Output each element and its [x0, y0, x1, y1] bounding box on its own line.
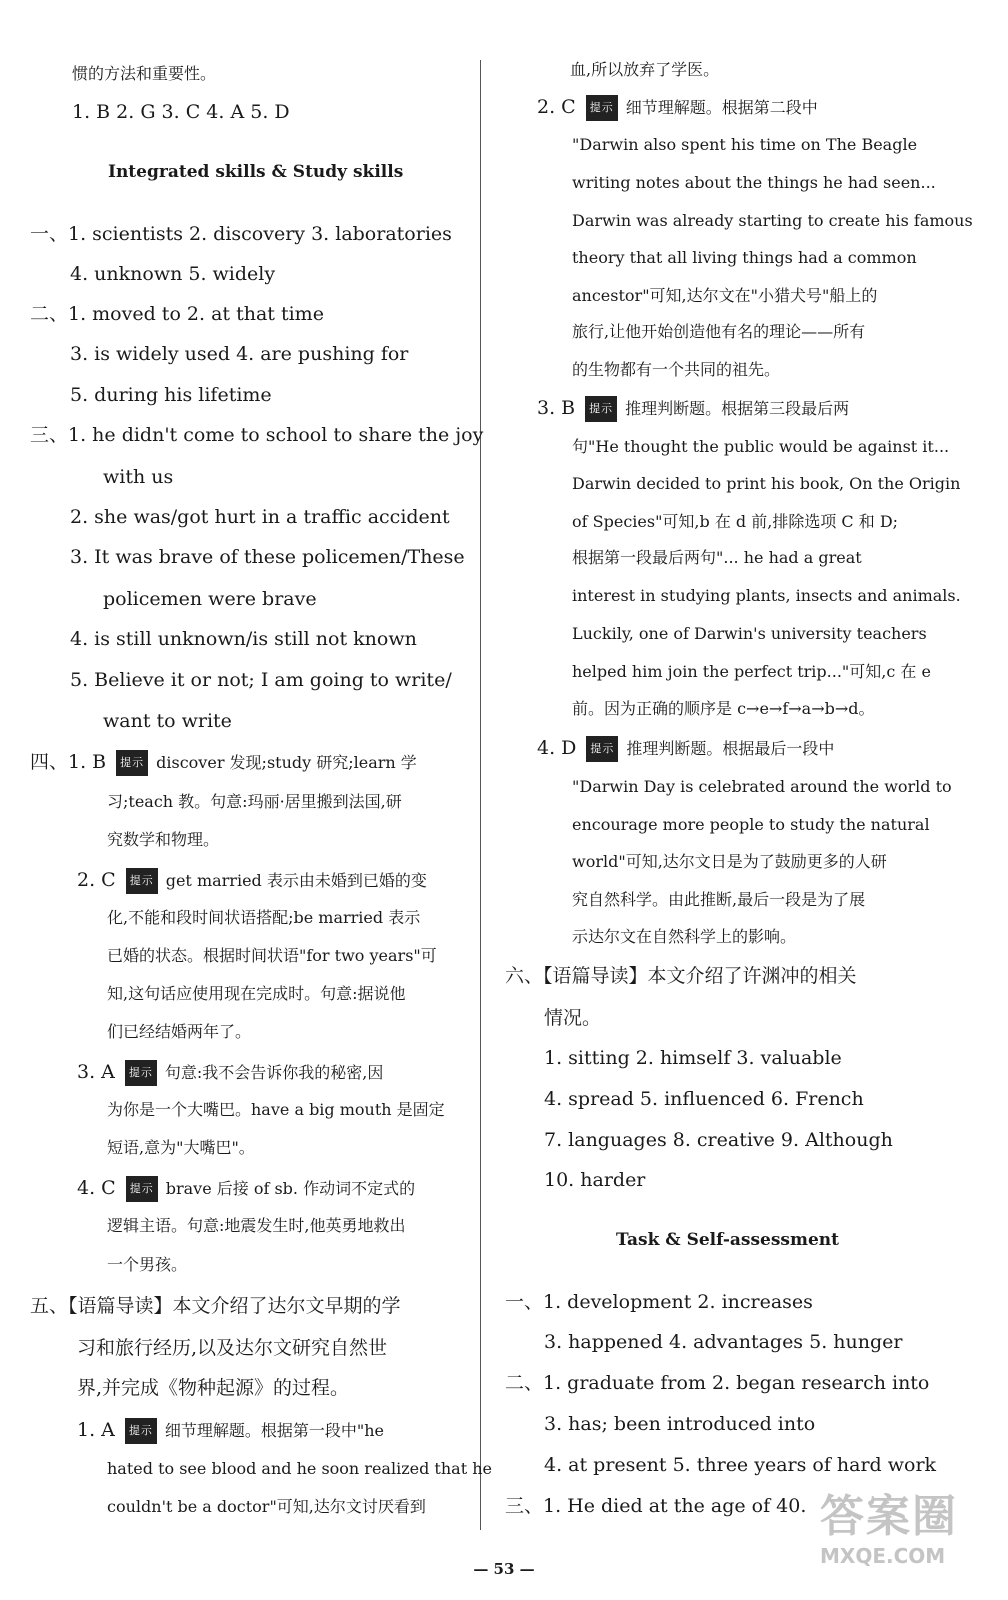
- answer-line: with us: [103, 466, 174, 488]
- explanation-line: 句"He thought the public would be against it...: [572, 437, 950, 456]
- answer-line: 3. It was brave of these policemen/These: [70, 546, 465, 568]
- explanation-line: [30, 750, 417, 776]
- explanation-line: encourage more people to study the natural: [572, 815, 930, 834]
- answer-line: 二、1. moved to 2. at that time: [30, 303, 324, 325]
- explanation-text: 推理判断题。根据最后一段中: [626, 739, 835, 758]
- answer-line: 一、1. development 2. increases: [505, 1291, 813, 1313]
- explanation-line: theory that all living things had a common: [572, 248, 917, 267]
- tip-badge: 提示: [125, 1060, 157, 1086]
- explanation-line: 为你是一个大嘴巴。have a big mouth 是固定: [107, 1100, 445, 1119]
- explanation-line: of Species"可知,b 在 d 前,排除选项 C 和 D;: [572, 512, 899, 531]
- answer-line: 4. at present 5. three years of hard work: [544, 1454, 937, 1476]
- tip-badge: 提示: [586, 736, 618, 762]
- answer-line: 3. has; been introduced into: [544, 1413, 816, 1435]
- explanation-text: 句意:我不会告诉你我的秘密,因: [164, 1063, 384, 1082]
- answer-line: 三、1. he didn't come to school to share the joy: [30, 424, 484, 446]
- answer-line: 4. unknown 5. widely: [70, 263, 276, 285]
- explanation-line: [77, 1418, 384, 1444]
- answer-line: 7. languages 8. creative 9. Although: [544, 1129, 893, 1151]
- explanation-text: 细节理解题。根据第二段中: [625, 98, 818, 117]
- explanation-line: 一个男孩。: [107, 1255, 188, 1274]
- section-intro: 习和旅行经历,以及达尔文研究自然世: [77, 1337, 388, 1359]
- explanation-line: [77, 1176, 415, 1202]
- explanation-text: get married 表示由未婚到已婚的变: [165, 871, 427, 890]
- answer-line: 1. sitting 2. himself 3. valuable: [544, 1047, 842, 1069]
- explanation-text: discover 发现;study 研究;learn 学: [156, 753, 417, 772]
- explanation-line: helped him join the perfect trip..."可知,c 在 e: [572, 662, 931, 681]
- answer-label: 2. C: [77, 869, 116, 891]
- page-number: — 53 —: [473, 1560, 535, 1578]
- answer-line: 3. is widely used 4. are pushing for: [70, 343, 409, 365]
- explanation-line: world"可知,达尔文日是为了鼓励更多的人研: [572, 852, 887, 871]
- answer-line: 5. Believe it or not; I am going to write/: [70, 669, 452, 691]
- answer-line: 5. during his lifetime: [70, 384, 272, 406]
- watermark-text: 答案圈: [820, 1491, 958, 1542]
- explanation-line: hated to see blood and he soon realized that he: [107, 1459, 492, 1478]
- tip-badge: 提示: [126, 868, 158, 894]
- explanation-line: 逻辑主语。句意:地震发生时,他英勇地救出: [107, 1216, 406, 1235]
- explanation-line: 知,这句话应使用现在完成时。句意:据说他: [107, 984, 406, 1003]
- explanation-text: 推理判断题。根据第三段最后两: [625, 399, 850, 418]
- explanation-line: [537, 736, 834, 762]
- answer-line: 4. spread 5. influenced 6. French: [544, 1088, 864, 1110]
- answer-label: 4. C: [77, 1177, 116, 1199]
- explanation-line: Luckily, one of Darwin's university teachers: [572, 624, 927, 643]
- explanation-line: writing notes about the things he had seen...: [572, 173, 936, 192]
- answer-label: 3. A: [77, 1061, 115, 1083]
- explanation-line: 根据第一段最后两句"... he had a great: [572, 548, 862, 567]
- column-divider: [480, 60, 481, 1530]
- explanation-line: [537, 95, 818, 121]
- explanation-line: 前。因为正确的顺序是 c→e→f→a→b→d。: [572, 699, 875, 718]
- answer-line: policemen were brave: [103, 588, 317, 610]
- explanation-line: [77, 868, 427, 894]
- explanation-line: [77, 1060, 383, 1086]
- explanation-line: "Darwin also spent his time on The Beagle: [572, 135, 918, 154]
- watermark-url: MXQE.COM: [820, 1544, 946, 1568]
- tip-badge: 提示: [586, 95, 618, 121]
- explanation-line: Darwin decided to print his book, On the Origin: [572, 474, 961, 493]
- explanation-line: 化,不能和段时间状语搭配;be married 表示: [107, 908, 421, 927]
- tip-badge: 提示: [126, 1176, 158, 1202]
- explanation-line: 习;teach 教。句意:玛丽·居里搬到法国,研: [107, 792, 402, 811]
- answer-label: 4. D: [537, 737, 577, 759]
- explanation-line: 短语,意为"大嘴巴"。: [107, 1138, 255, 1157]
- section-heading: Integrated skills & Study skills: [108, 162, 404, 182]
- explanation-line: couldn't be a doctor"可知,达尔文讨厌看到: [107, 1497, 426, 1516]
- explanation-line: 已婚的状态。根据时间状语"for two years"可: [107, 946, 437, 965]
- section-intro: 五、【语篇导读】本文介绍了达尔文早期的学: [30, 1295, 401, 1317]
- explanation-text: brave 后接 of sb. 作动词不定式的: [165, 1179, 416, 1198]
- answer-line: 2. she was/got hurt in a traffic accident: [70, 506, 450, 528]
- explanation-line: 血,所以放弃了学医。: [570, 60, 720, 79]
- tip-badge: 提示: [116, 750, 148, 776]
- answer-label: 1. A: [77, 1419, 115, 1441]
- answer-line: 4. is still unknown/is still not known: [70, 628, 417, 650]
- answer-label: 2. C: [537, 96, 576, 118]
- text-line: 惯的方法和重要性。: [72, 64, 217, 83]
- answer-line: 一、1. scientists 2. discovery 3. laboratories: [30, 223, 452, 245]
- explanation-line: "Darwin Day is celebrated around the world to: [572, 777, 952, 796]
- section-heading: Task & Self-assessment: [616, 1230, 840, 1250]
- section-intro: 界,并完成《物种起源》的过程。: [77, 1377, 350, 1399]
- explanation-line: 究数学和物理。: [107, 830, 220, 849]
- explanation-line: 旅行,让他开始创造他有名的理论——所有: [572, 322, 866, 341]
- explanation-line: Darwin was already starting to create his famous: [572, 211, 973, 230]
- answer-line: 二、1. graduate from 2. began research into: [505, 1372, 930, 1394]
- answer-line: 3. happened 4. advantages 5. hunger: [544, 1331, 903, 1353]
- answer-label: 3. B: [537, 397, 576, 419]
- answer-line: want to write: [103, 710, 232, 732]
- explanation-line: 示达尔文在自然科学上的影响。: [572, 927, 797, 946]
- answer-line: 10. harder: [544, 1169, 646, 1191]
- section-intro: 六、【语篇导读】本文介绍了许渊冲的相关: [505, 965, 857, 987]
- answer-label: 四、1. B: [30, 751, 107, 773]
- explanation-line: interest in studying plants, insects and animals.: [572, 586, 961, 605]
- explanation-line: 究自然科学。由此推断,最后一段是为了展: [572, 890, 866, 909]
- answer-line: 三、1. He died at the age of 40.: [505, 1495, 807, 1517]
- tip-badge: 提示: [125, 1418, 157, 1444]
- explanation-line: 们已经结婚两年了。: [107, 1022, 252, 1041]
- tip-badge: 提示: [585, 396, 617, 422]
- explanation-line: 的生物都有一个共同的祖先。: [572, 360, 781, 379]
- section-intro: 情况。: [544, 1007, 602, 1029]
- explanation-line: [537, 396, 849, 422]
- explanation-line: ancestor"可知,达尔文在"小猎犬号"船上的: [572, 286, 878, 305]
- answer-line: 1. B 2. G 3. C 4. A 5. D: [72, 101, 290, 123]
- explanation-text: 细节理解题。根据第一段中"he: [164, 1421, 385, 1440]
